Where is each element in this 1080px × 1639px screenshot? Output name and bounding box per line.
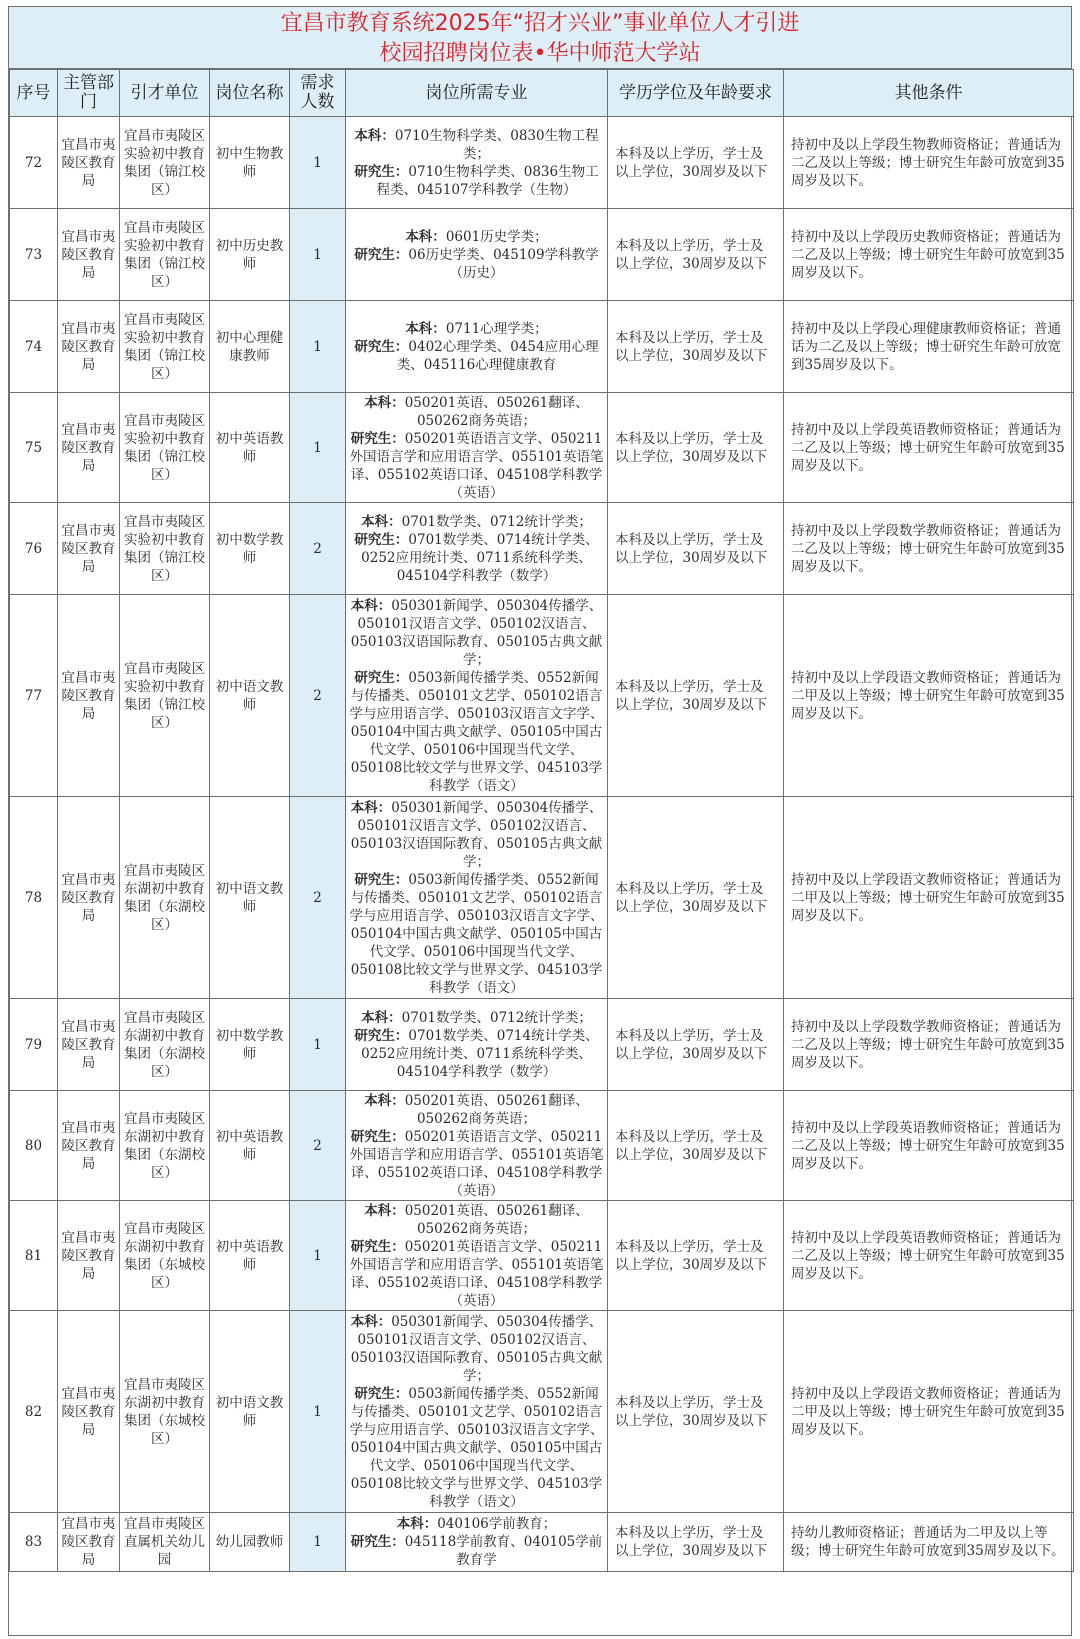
cell-count: 1 [290,117,346,209]
postgrad-label: 研究生： [354,338,409,355]
cell-other: 持初中及以上学段英语教师资格证；普通话为二乙及以上等级；博士研究生年龄可放宽到35周岁及以下。 [784,393,1074,503]
cell-post: 初中数学教师 [210,503,290,595]
undergrad-majors: 050301新闻学、050304传播学、050101汉语言文学、050102汉语言、050103汉语国际教育、050105古典文献学； [350,799,603,870]
cell-no: 83 [10,1513,58,1572]
cell-post: 幼儿园教师 [210,1513,290,1572]
cell-post: 初中英语教师 [210,393,290,503]
undergrad-label: 本科： [350,1313,392,1330]
undergrad-label: 本科： [364,394,405,411]
title-line-2: 校园招聘岗位表•华中师范大学站 [379,41,701,66]
postgrad-label: 研究生： [354,669,409,686]
table-row [10,1091,1074,1201]
table-row [10,595,1074,797]
postgrad-label: 研究生： [354,246,409,263]
cell-unit: 宜昌市夷陵区实验初中教育集团（锦江校区） [120,301,210,393]
cell-major [346,595,608,797]
positions-table [9,69,1074,1572]
table-row [10,301,1074,393]
table-header-row [10,70,1074,117]
cell-no: 76 [10,503,58,595]
undergrad-label: 本科： [405,320,446,337]
cell-edu: 本科及以上学历，学士及以上学位，30周岁及以下 [608,503,784,595]
table-row [10,1201,1074,1311]
cell-edu: 本科及以上学历，学士及以上学位，30周岁及以下 [608,999,784,1091]
cell-other: 持初中及以上学段语文教师资格证；普通话为二甲及以上等级；博士研究生年龄可放宽到35周岁及以下。 [784,595,1074,797]
cell-other: 持初中及以上学段心理健康教师资格证；普通话为二乙及以上等级；博士研究生年龄可放宽到35周岁及以下。 [784,301,1074,393]
postgrad-majors: 050201英语语言文学、050211外国语言学和应用语言学、055101英语笔译、055102英语口译、045108学科教学（英语） [349,1128,604,1199]
postgrad-majors: 050201英语语言文学、050211外国语言学和应用语言学、055101英语笔译、055102英语口译、045108学科教学（英语） [349,430,604,501]
postgrad-label: 研究生： [350,1534,405,1550]
undergrad-label: 本科： [350,799,392,816]
cell-post: 初中生物教师 [210,117,290,209]
undergrad-label: 本科： [350,597,392,614]
cell-post: 初中英语教师 [210,1091,290,1201]
cell-no: 77 [10,595,58,797]
table-row [10,797,1074,999]
cell-post: 初中英语教师 [210,1201,290,1311]
undergrad-majors: 040106学前教育； [437,1516,557,1532]
postgrad-label: 研究生： [350,430,405,447]
postgrad-majors: 045118学前教育、040105学前教育学 [404,1534,603,1568]
cell-edu: 本科及以上学历，学士及以上学位，30周岁及以下 [608,209,784,301]
cell-count: 2 [290,503,346,595]
cell-unit: 宜昌市夷陵区东湖初中教育集团（东湖校区） [120,1091,210,1201]
undergrad-majors: 0711心理学类； [445,320,548,337]
document-title [9,7,1071,69]
undergrad-majors: 050301新闻学、050304传播学、050101汉语言文学、050102汉语言、050103汉语国际教育、050105古典文献学； [350,1313,603,1384]
cell-dept: 宜昌市夷陵区教育局 [58,595,120,797]
cell-other: 持初中及以上学段语文教师资格证；普通话为二甲及以上等级；博士研究生年龄可放宽到35周岁及以下。 [784,797,1074,999]
header-unit: 引才单位 [120,70,210,117]
cell-major [346,1513,608,1572]
table-row [10,999,1074,1091]
cell-major [346,797,608,999]
cell-dept: 宜昌市夷陵区教育局 [58,1201,120,1311]
table-row [10,503,1074,595]
cell-edu: 本科及以上学历，学士及以上学位，30周岁及以下 [608,1091,784,1201]
postgrad-label: 研究生： [354,531,409,548]
header-count: 需求人数 [290,70,346,117]
postgrad-label: 研究生： [354,1385,409,1402]
cell-dept: 宜昌市夷陵区教育局 [58,301,120,393]
postgrad-label: 研究生： [350,1238,405,1255]
table-row [10,209,1074,301]
cell-dept: 宜昌市夷陵区教育局 [58,1091,120,1201]
cell-edu: 本科及以上学历，学士及以上学位，30周岁及以下 [608,393,784,503]
cell-post: 初中语文教师 [210,595,290,797]
cell-count: 2 [290,797,346,999]
cell-other: 持初中及以上学段历史教师资格证；普通话为二乙及以上等级；博士研究生年龄可放宽到35周岁及以下。 [784,209,1074,301]
cell-unit: 宜昌市夷陵区东湖初中教育集团（东湖校区） [120,797,210,999]
undergrad-majors: 050201英语、050261翻译、050262商务英语； [404,1202,589,1237]
cell-unit: 宜昌市夷陵区东湖初中教育集团（东城校区） [120,1201,210,1311]
cell-edu: 本科及以上学历，学士及以上学位，30周岁及以下 [608,595,784,797]
cell-no: 81 [10,1201,58,1311]
cell-unit: 宜昌市夷陵区实验初中教育集团（锦江校区） [120,595,210,797]
cell-unit: 宜昌市夷陵区实验初中教育集团（锦江校区） [120,209,210,301]
undergrad-majors: 0710生物科学类、0830生物工程类； [394,127,599,162]
cell-count: 1 [290,209,346,301]
cell-no: 79 [10,999,58,1091]
undergrad-label: 本科： [361,1009,402,1026]
header-dept: 主管部门 [58,70,120,117]
cell-other: 持初中及以上学段数学教师资格证；普通话为二乙及以上等级；博士研究生年龄可放宽到35周岁及以下。 [784,999,1074,1091]
postgrad-majors: 0701数学类、0714统计学类、0252应用统计类、0711系统科学类、045104学科教学（数学） [361,1027,599,1080]
postgrad-label: 研究生： [354,163,409,180]
cell-post: 初中心理健康教师 [210,301,290,393]
cell-other: 持初中及以上学段生物教师资格证；普通话为二乙及以上等级；博士研究生年龄可放宽到35周岁及以下。 [784,117,1074,209]
header-no: 序号 [10,70,58,117]
cell-no: 75 [10,393,58,503]
postgrad-label: 研究生： [354,871,409,888]
header-post: 岗位名称 [210,70,290,117]
table-row [10,1311,1074,1513]
undergrad-label: 本科： [364,1092,405,1109]
cell-other: 持初中及以上学段英语教师资格证；普通话为二乙及以上等级；博士研究生年龄可放宽到35周岁及以下。 [784,1201,1074,1311]
cell-edu: 本科及以上学历，学士及以上学位，30周岁及以下 [608,797,784,999]
cell-major [346,209,608,301]
postgrad-label: 研究生： [354,1027,409,1044]
cell-other: 持初中及以上学段数学教师资格证；普通话为二乙及以上等级；博士研究生年龄可放宽到35周岁及以下。 [784,503,1074,595]
cell-major [346,1201,608,1311]
postgrad-majors: 0503新闻传播学类、0552新闻与传播类、050101文艺学、050102语言学与应用语言学、050103汉语言文字学、050104中国古典文献学、050105中国古代文学、050106中国现当代文学、050108比较文学与世界文学、045103学科教学（语文） [349,1385,604,1510]
header-major: 岗位所需专业 [346,70,608,117]
undergrad-label: 本科： [396,1516,438,1532]
cell-major [346,503,608,595]
cell-dept: 宜昌市夷陵区教育局 [58,1311,120,1513]
undergrad-majors: 0701数学类、0712统计学类； [401,1009,592,1026]
cell-no: 78 [10,797,58,999]
cell-no: 73 [10,209,58,301]
cell-other: 持初中及以上学段语文教师资格证；普通话为二甲及以上等级；博士研究生年龄可放宽到35周岁及以下。 [784,1311,1074,1513]
cell-major [346,117,608,209]
cell-count: 2 [290,595,346,797]
cell-count: 1 [290,1311,346,1513]
postgrad-majors: 0503新闻传播学类、0552新闻与传播类、050101文艺学、050102语言学与应用语言学、050103汉语言文字学、050104中国古典文献学、050105中国古代文学、050106中国现当代文学、050108比较文学与世界文学、045103学科教学（语文） [349,669,604,794]
undergrad-label: 本科： [364,1202,405,1219]
cell-unit: 宜昌市夷陵区东湖初中教育集团（东湖校区） [120,999,210,1091]
cell-post: 初中数学教师 [210,999,290,1091]
undergrad-majors: 050301新闻学、050304传播学、050101汉语言文学、050102汉语言、050103汉语国际教育、050105古典文献学； [350,597,603,668]
postgrad-majors: 0402心理学类、0454应用心理类、045116心理健康教育 [396,338,599,373]
undergrad-majors: 0701数学类、0712统计学类； [401,513,592,530]
cell-unit: 宜昌市夷陵区实验初中教育集团（锦江校区） [120,117,210,209]
cell-edu: 本科及以上学历，学士及以上学位，30周岁及以下 [608,117,784,209]
cell-edu: 本科及以上学历，学士及以上学位，30周岁及以下 [608,1311,784,1513]
undergrad-label: 本科： [405,228,446,245]
postgrad-majors: 0710生物科学类、0836生物工程类、045107学科教学（生物） [376,163,599,198]
postgrad-label: 研究生： [350,1128,405,1145]
undergrad-majors: 0601历史学类； [445,228,548,245]
cell-post: 初中历史教师 [210,209,290,301]
cell-count: 1 [290,1513,346,1572]
cell-post: 初中语文教师 [210,797,290,999]
header-edu: 学历学位及年龄要求 [608,70,784,117]
cell-other: 持幼儿教师资格证；普通话为二甲及以上等级；博士研究生年龄可放宽到35周岁及以下。 [784,1513,1074,1572]
cell-edu: 本科及以上学历，学士及以上学位，30周岁及以下 [608,1201,784,1311]
cell-dept: 宜昌市夷陵区教育局 [58,393,120,503]
undergrad-majors: 050201英语、050261翻译、050262商务英语； [404,1092,589,1127]
cell-unit: 宜昌市夷陵区东湖初中教育集团（东城校区） [120,1311,210,1513]
cell-no: 82 [10,1311,58,1513]
cell-dept: 宜昌市夷陵区教育局 [58,1513,120,1572]
postgrad-majors: 050201英语语言文学、050211外国语言学和应用语言学、055101英语笔译、055102英语口译、045108学科教学（英语） [349,1238,604,1309]
cell-no: 80 [10,1091,58,1201]
cell-other: 持初中及以上学段英语教师资格证；普通话为二乙及以上等级；博士研究生年龄可放宽到35周岁及以下。 [784,1091,1074,1201]
table-row [10,1513,1074,1572]
cell-dept: 宜昌市夷陵区教育局 [58,999,120,1091]
cell-no: 74 [10,301,58,393]
cell-dept: 宜昌市夷陵区教育局 [58,503,120,595]
cell-count: 1 [290,999,346,1091]
cell-dept: 宜昌市夷陵区教育局 [58,117,120,209]
table-row [10,117,1074,209]
cell-dept: 宜昌市夷陵区教育局 [58,209,120,301]
postgrad-majors: 0503新闻传播学类、0552新闻与传播类、050101文艺学、050102语言学与应用语言学、050103汉语言文字学、050104中国古典文献学、050105中国古代文学、050106中国现当代文学、050108比较文学与世界文学、045103学科教学（语文） [349,871,604,996]
cell-edu: 本科及以上学历，学士及以上学位，30周岁及以下 [608,301,784,393]
table-row [10,393,1074,503]
cell-unit: 宜昌市夷陵区实验初中教育集团（锦江校区） [120,503,210,595]
undergrad-majors: 050201英语、050261翻译、050262商务英语； [404,394,589,429]
cell-major [346,1091,608,1201]
header-other: 其他条件 [784,70,1074,117]
cell-post: 初中语文教师 [210,1311,290,1513]
title-line-1: 宜昌市教育系统2025年“招才兴业”事业单位人才引进 [280,11,800,36]
cell-count: 2 [290,1091,346,1201]
cell-edu: 本科及以上学历，学士及以上学位，30周岁及以下 [608,1513,784,1572]
recruitment-table-document [8,6,1072,1636]
cell-major [346,301,608,393]
cell-count: 1 [290,393,346,503]
cell-major [346,999,608,1091]
cell-unit: 宜昌市夷陵区直属机关幼儿园 [120,1513,210,1572]
cell-unit: 宜昌市夷陵区实验初中教育集团（锦江校区） [120,393,210,503]
undergrad-label: 本科： [354,127,395,144]
cell-dept: 宜昌市夷陵区教育局 [58,797,120,999]
cell-count: 1 [290,301,346,393]
undergrad-label: 本科： [361,513,402,530]
cell-count: 1 [290,1201,346,1311]
cell-major [346,393,608,503]
postgrad-majors: 0701数学类、0714统计学类、0252应用统计类、0711系统科学类、045104学科教学（数学） [361,531,599,584]
cell-major [346,1311,608,1513]
table-body [10,117,1074,1572]
postgrad-majors: 06历史学类、045109学科教学（历史） [408,246,599,281]
cell-no: 72 [10,117,58,209]
